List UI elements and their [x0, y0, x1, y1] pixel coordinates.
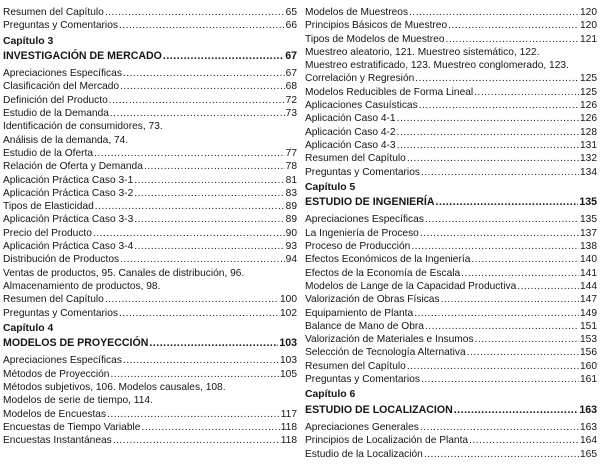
page-number: 160	[580, 360, 597, 372]
entry-title: Preguntas y Comentarios	[305, 374, 420, 386]
entry-title: Capítulo 3	[3, 35, 54, 47]
dot-leader	[397, 126, 579, 139]
entry-title: Ventas de productos, 95. Canales de distribución, 96.	[3, 267, 245, 279]
toc-entry	[3, 213, 297, 226]
page-number: 68	[285, 81, 297, 93]
page-number: 77	[285, 147, 297, 159]
entry-title: Distribución de Productos	[3, 254, 120, 266]
entry-title: Estudio de la Demanda	[3, 108, 109, 120]
page-number: 90	[285, 227, 297, 239]
entry-title: Preguntas y Comentarios	[3, 20, 118, 32]
page-number: 118	[280, 435, 297, 447]
toc-entry	[3, 19, 297, 32]
entry-title: Valorización de Materiales e Insumos	[305, 334, 474, 346]
page-number: 131	[580, 139, 597, 151]
entry-title: Encuestas de Tiempo Variable	[3, 421, 141, 433]
entry-title: Apreciaciones Específicas	[3, 355, 122, 367]
toc-entry	[3, 107, 297, 120]
toc-entry	[3, 200, 297, 213]
entry-title: Preguntas y Comentarios	[305, 166, 420, 178]
entry-title: Modelos de Encuestas	[3, 408, 107, 420]
entry-title: Aplicación Caso 4-2	[305, 126, 396, 138]
entry-title: Principios de Localización de Planta	[305, 435, 469, 447]
entry-title: Resumen del Capítulo	[3, 7, 104, 18]
chapter-label	[3, 322, 297, 335]
toc-entry	[3, 354, 297, 367]
entry-title: Modelos de serie de tiempo, 114.	[3, 395, 153, 407]
dot-leader	[397, 139, 579, 152]
dot-leader	[107, 408, 280, 421]
toc-right-column	[305, 0, 597, 461]
page-number: 81	[285, 174, 297, 186]
toc-entry	[305, 139, 597, 152]
toc-entry	[305, 293, 597, 306]
entry-title: Efectos de la Economía de Escala	[305, 267, 461, 279]
entry-title: Apreciaciones Específicas	[305, 214, 424, 226]
dot-leader	[120, 80, 285, 93]
toc-entry	[3, 368, 297, 381]
entry-title: Aplicación Caso 4-1	[305, 113, 396, 125]
toc-entry	[3, 434, 297, 447]
page-number: 105	[280, 368, 297, 380]
entry-title: MODELOS DE PROYECCIÓN	[3, 337, 149, 350]
dot-leader	[141, 421, 279, 434]
page-number: 94	[285, 254, 297, 266]
dot-leader	[461, 267, 579, 280]
toc-subentry	[3, 280, 297, 293]
dot-leader	[144, 160, 285, 173]
dot-leader	[119, 19, 285, 32]
page-number: 135	[580, 214, 597, 226]
entry-title: Estudio de la Localización	[305, 448, 423, 460]
dot-leader	[454, 404, 579, 417]
dot-leader	[425, 320, 579, 333]
toc-entry	[305, 346, 597, 359]
page-number: 140	[580, 254, 597, 266]
toc-entry	[3, 94, 297, 107]
entry-title: Aplicación Práctica Caso 3-1	[3, 174, 134, 186]
dot-leader	[407, 152, 579, 165]
dot-leader	[149, 337, 278, 350]
toc-subentry	[3, 267, 297, 280]
toc-entry	[305, 373, 597, 386]
entry-title: Apreciaciones Generales	[305, 421, 419, 433]
dot-leader	[93, 227, 285, 240]
entry-title: Resumen del Capítulo	[305, 360, 406, 372]
page-number: 103	[280, 355, 297, 367]
dot-leader	[471, 253, 579, 266]
toc-entry	[305, 72, 597, 85]
page-number: 102	[280, 307, 297, 319]
dot-leader	[134, 174, 284, 187]
page-number: 121	[580, 33, 597, 45]
page-number: 137	[580, 227, 597, 239]
toc-entry	[3, 240, 297, 253]
entry-title: Muestreo estratificado, 123. Muestreo conglomerado, 123.	[305, 60, 569, 72]
dot-leader	[397, 112, 579, 125]
chapter-heading	[3, 50, 297, 63]
dot-leader	[414, 307, 579, 320]
page-number: 65	[285, 7, 297, 18]
chapter-label	[305, 388, 597, 401]
entry-title: Métodos de Proyección	[3, 368, 110, 380]
toc-entry	[305, 99, 597, 112]
chapter-label	[3, 35, 297, 48]
entry-title: Balance de Mano de Obra	[305, 320, 424, 332]
dot-leader	[419, 99, 579, 112]
dot-leader	[110, 107, 285, 120]
page-number: 141	[580, 267, 597, 279]
entry-title: ESTUDIO DE INGENIERÍA	[305, 196, 435, 209]
page-number: 163	[580, 421, 597, 433]
page-number: 151	[580, 320, 597, 332]
dot-leader	[105, 293, 279, 306]
toc-entry	[305, 307, 597, 320]
toc-subentry	[305, 46, 597, 59]
dot-leader	[163, 50, 284, 63]
entry-title: Estudio de la Oferta	[3, 147, 94, 159]
toc-entry	[305, 126, 597, 139]
page-number: 126	[580, 113, 597, 125]
toc-entry	[305, 434, 597, 447]
toc-subentry	[3, 381, 297, 394]
toc-entry	[305, 267, 597, 280]
chapter-label	[305, 181, 597, 194]
entry-title: Resumen del Capítulo	[3, 294, 104, 306]
chapter-heading	[305, 196, 597, 209]
dot-leader	[424, 448, 579, 461]
entry-title: Selección de Tecnología Alternativa	[305, 347, 466, 359]
entry-title: Aplicaciones Casuísticas	[305, 100, 418, 112]
toc-entry	[305, 360, 597, 373]
page-number: 153	[580, 334, 597, 346]
entry-title: Aplicación Práctica Caso 3-3	[3, 214, 134, 226]
dot-leader	[113, 434, 280, 447]
dot-leader	[123, 67, 285, 80]
toc-entry	[3, 307, 297, 320]
toc-entry	[305, 280, 597, 293]
toc-entry	[3, 160, 297, 173]
page-number: 126	[580, 100, 597, 112]
dot-leader	[469, 434, 579, 447]
toc-entry	[305, 152, 597, 165]
entry-title: Clasificación del Mercado	[3, 81, 120, 93]
page-number: 138	[580, 241, 597, 253]
dot-leader	[105, 6, 285, 19]
entry-title: Tipos de Modelos de Muestreo	[305, 33, 445, 45]
entry-title: Valorización de Obras Físicas	[305, 294, 440, 306]
entry-title: Identificación de consumidores, 73.	[3, 121, 163, 133]
dot-leader	[109, 94, 285, 107]
entry-title: Proceso de Producción	[305, 241, 411, 253]
toc-subentry	[305, 59, 597, 72]
entry-title: Correlación y Regresión	[305, 73, 415, 85]
dot-leader	[94, 147, 285, 160]
toc-left-column	[3, 0, 297, 448]
entry-title: Análisis de la demanda, 74.	[3, 134, 129, 146]
dot-leader	[420, 421, 579, 434]
page-number: 161	[580, 374, 597, 386]
page-number: 83	[285, 187, 297, 199]
toc-entry	[305, 421, 597, 434]
page-number: 93	[285, 241, 297, 253]
page-number: 135	[579, 196, 597, 209]
entry-title: Modelos de Muestreos	[305, 7, 409, 18]
toc-entry	[305, 33, 597, 46]
entry-title: Capítulo 4	[3, 322, 54, 334]
entry-title: Apreciaciones Específicas	[3, 68, 122, 80]
toc-entry	[3, 227, 297, 240]
entry-title: Métodos subjetivos, 106. Modelos causales, 108.	[3, 382, 226, 394]
page-number: 128	[580, 126, 597, 138]
dot-leader	[420, 227, 579, 240]
page-number: 66	[285, 20, 297, 32]
entry-title: Aplicación Caso 4-3	[305, 139, 396, 151]
page-number: 67	[285, 49, 297, 62]
entry-title: Encuestas Instantáneas	[3, 435, 112, 447]
dot-leader	[119, 307, 279, 320]
toc-entry	[305, 320, 597, 333]
page-number: 156	[580, 347, 597, 359]
dot-leader	[517, 280, 579, 293]
toc-entry	[305, 213, 597, 226]
dot-leader	[120, 253, 285, 266]
entry-title: Muestreo aleatorio, 121. Muestreo sistemático, 122.	[305, 46, 540, 58]
dot-leader	[411, 240, 579, 253]
dot-leader	[134, 187, 284, 200]
toc-entry	[3, 80, 297, 93]
entry-title: Modelos de Lange de la Capacidad Productiva	[305, 280, 517, 292]
toc-entry	[3, 67, 297, 80]
toc-entry	[305, 253, 597, 266]
page-number: 103	[279, 337, 297, 350]
page-number: 78	[285, 161, 297, 173]
page-number: 165	[580, 448, 597, 460]
dot-leader	[415, 72, 579, 85]
toc-entry	[305, 227, 597, 240]
page-number: 164	[580, 435, 597, 447]
dot-leader	[467, 346, 579, 359]
page-number: 144	[580, 280, 597, 292]
dot-leader	[441, 293, 579, 306]
page-number: 89	[285, 201, 297, 213]
page-number: 89	[285, 214, 297, 226]
entry-title: Aplicación Práctica Caso 3-4	[3, 241, 134, 253]
toc-entry	[305, 166, 597, 179]
page-number: 134	[580, 166, 597, 178]
page-number: 125	[580, 86, 597, 98]
toc-entry	[305, 240, 597, 253]
dot-leader	[421, 373, 579, 386]
toc-entry	[3, 253, 297, 266]
entry-title: Modelos Reducibles de Forma Lineal	[305, 86, 474, 98]
dot-leader	[134, 213, 284, 226]
dot-leader	[425, 213, 579, 226]
dot-leader	[436, 196, 579, 209]
dot-leader	[475, 333, 579, 346]
page-number: 72	[285, 94, 297, 106]
entry-title: Preguntas y Comentarios	[3, 307, 118, 319]
page-number: 118	[280, 421, 297, 433]
entry-title: Resumen del Capítulo	[305, 153, 406, 165]
page-number: 67	[285, 68, 297, 80]
toc-entry	[3, 174, 297, 187]
chapter-heading	[305, 404, 597, 417]
toc-subentry	[3, 134, 297, 147]
toc-entry	[3, 293, 297, 306]
entry-title: Capítulo 5	[305, 181, 356, 193]
page-number: 147	[580, 294, 597, 306]
toc-entry	[3, 408, 297, 421]
toc-entry	[305, 333, 597, 346]
toc-entry	[3, 6, 297, 19]
page-number: 120	[580, 20, 597, 32]
dot-leader	[448, 19, 579, 32]
entry-title: Equipamiento de Planta	[305, 307, 414, 319]
chapter-heading	[3, 337, 297, 350]
dot-leader	[110, 368, 279, 381]
entry-title: Aplicación Práctica Caso 3-2	[3, 187, 134, 199]
dot-leader	[474, 86, 579, 99]
dot-leader	[95, 200, 285, 213]
page-number: 100	[280, 294, 297, 306]
entry-title: Definición del Producto	[3, 94, 108, 106]
page-number: 120	[580, 7, 597, 18]
dot-leader	[409, 6, 579, 19]
page-number: 163	[579, 403, 597, 416]
toc-entry	[305, 6, 597, 19]
entry-title: Capítulo 6	[305, 389, 356, 401]
toc-entry	[305, 448, 597, 461]
entry-title: INVESTIGACIÓN DE MERCADO	[3, 49, 162, 62]
dot-leader	[407, 360, 579, 373]
entry-title: Efectos Económicos de la Ingeniería	[305, 254, 471, 266]
page-number: 117	[280, 408, 297, 420]
entry-title: Relación de Oferta y Demanda	[3, 161, 143, 173]
toc-entry	[305, 19, 597, 32]
entry-title: Principios Básicos de Muestreo	[305, 20, 448, 32]
toc-subentry	[3, 394, 297, 407]
toc-entry	[305, 86, 597, 99]
page-number: 149	[580, 307, 597, 319]
page-number: 132	[580, 153, 597, 165]
dot-leader	[123, 354, 279, 367]
entry-title: Almacenamiento de productos, 98.	[3, 280, 161, 292]
toc-entry	[3, 421, 297, 434]
dot-leader	[446, 33, 580, 46]
page-number: 73	[285, 108, 297, 120]
page-number: 125	[580, 73, 597, 85]
entry-title: Tipos de Elasticidad	[3, 201, 94, 213]
toc-subentry	[3, 120, 297, 133]
toc-entry	[3, 147, 297, 160]
dot-leader	[421, 166, 579, 179]
dot-leader	[134, 240, 284, 253]
toc-entry	[3, 187, 297, 200]
entry-title: Precio del Producto	[3, 227, 92, 239]
entry-title: ESTUDIO DE LOCALIZACION	[305, 403, 453, 416]
entry-title: La Ingeniería de Proceso	[305, 227, 419, 239]
toc-entry	[305, 112, 597, 125]
